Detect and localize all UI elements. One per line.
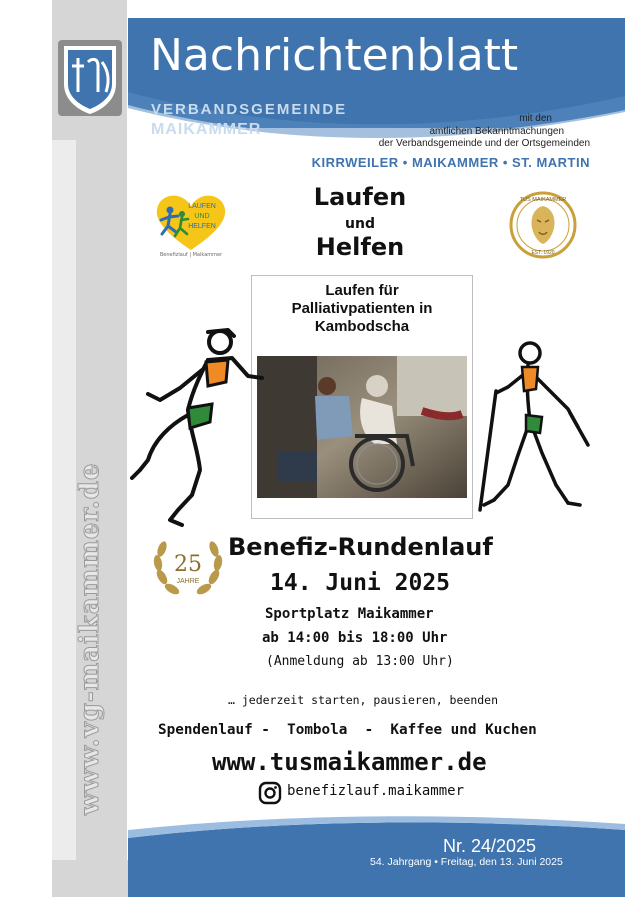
photo-caption-line3: Kambodscha [314, 318, 410, 335]
logo-heart-footer: Benefizlauf | Maikammer [159, 252, 223, 258]
runner-illustration [130, 320, 265, 535]
event-title: Benefiz-Rundenlauf [228, 533, 493, 561]
event-place: Sportplatz Maikammer [265, 606, 434, 622]
logo-tus-bottom-text: EST. 1920 [531, 250, 555, 256]
poster-title-helfen: Helfen [315, 233, 405, 261]
anniversary-wreath-icon [150, 533, 226, 603]
tus-maikammer-logo [508, 190, 578, 260]
sub-info-line3: der Verbandsgemeinde und der Ortsgemeinden [378, 138, 590, 149]
poster-title-und: und [345, 216, 375, 232]
nordic-walker-illustration [470, 335, 595, 520]
issue-number: Nr. 24/2025 [443, 836, 537, 856]
municipalities-line: KIRRWEILER • MAIKAMMER • ST. MARTIN [311, 155, 590, 170]
logo-heart-text-3: HELFEN [188, 223, 216, 230]
sub-info-line2: amtlichen Bekanntmachungen [429, 125, 564, 137]
photo-caption-line1: Laufen für [325, 282, 399, 299]
event-date: 14. Juni 2025 [270, 570, 451, 596]
vertical-url-label: www.vg-maikammer.de [75, 462, 105, 815]
event-motto: … jederzeit starten, pausieren, beenden [228, 693, 499, 707]
vg-name-line1: VERBANDSGEMEINDE [151, 101, 348, 118]
issue-date: 54. Jahrgang • Freitag, den 13. Juni 2025 [370, 856, 563, 868]
logo-tus-top-text: TUS MAIKAMMER [519, 197, 567, 203]
sub-info-line1: mit den [519, 113, 552, 124]
instagram-handle[interactable]: benefizlauf.maikammer [287, 783, 465, 799]
logo-heart-text-2: UND [194, 213, 210, 220]
official-notices-info [300, 113, 590, 151]
event-time: ab 14:00 bis 18:00 Uhr [262, 630, 448, 646]
event-features: Spendenlauf - Tombola - Kaffee und Kuchen [158, 722, 537, 738]
event-website-link[interactable]: www.tusmaikammer.de [212, 748, 487, 776]
patient-wheelchair-photo [257, 356, 467, 498]
coat-of-arms-icon [58, 40, 122, 116]
masthead-title: Nachrichtenblatt [150, 30, 519, 81]
anniversary-number: 25 [174, 552, 202, 577]
poster-title-laufen: Laufen [313, 183, 407, 211]
logo-heart-text-1: LAUFEN [188, 203, 216, 210]
anniversary-word: JAHRE [176, 578, 200, 585]
event-registration: (Anmeldung ab 13:00 Uhr) [266, 654, 454, 669]
photo-caption-line2: Palliativpatienten in [291, 300, 433, 317]
vg-name-line2: MAIKAMMER [151, 121, 262, 138]
photo-caption [251, 282, 473, 336]
